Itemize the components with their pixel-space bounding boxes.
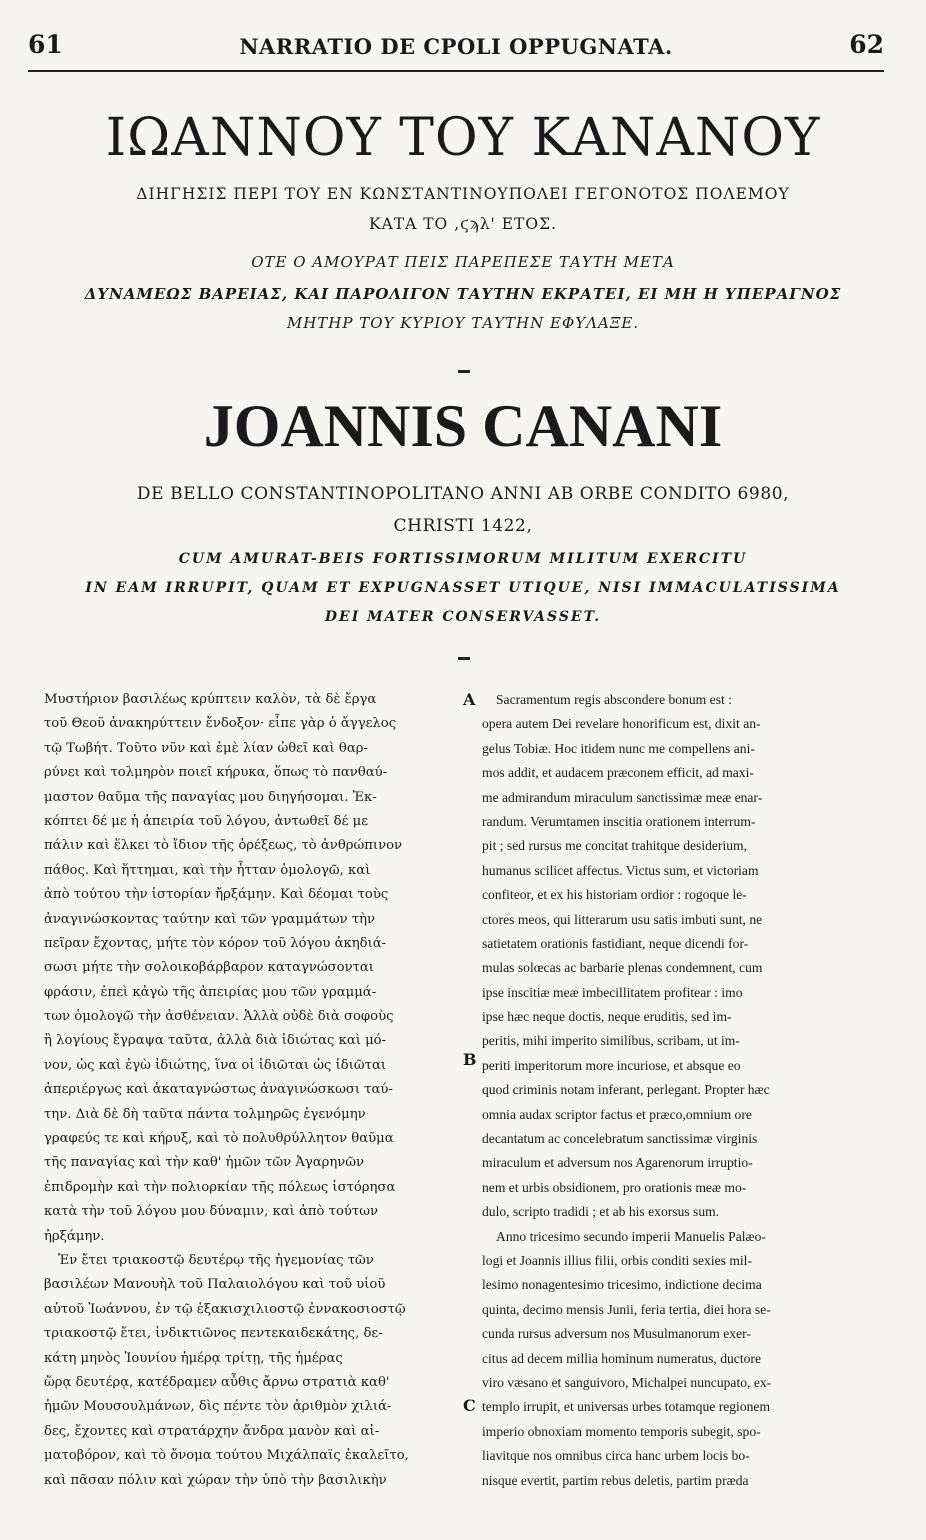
text-line: Ἐν ἔτει τριακοστῷ δευτέρῳ τῆς ἡγεμονίας τῶν xyxy=(58,1252,374,1268)
text-line: viro væsano et sanguivoro, Michalpei nuncupato, ex- xyxy=(482,1374,772,1390)
text-line: τριακοστῷ ἔτει, ἰνδικτιῶνος πεντεκαιδεκάτης, δε- xyxy=(44,1326,383,1342)
text-line: logi et Joannis illius filii, orbis conditi sexies mil- xyxy=(482,1252,752,1268)
text-line: νον, ὡς καὶ ἐγὼ ἰδιώτης, ἵνα οἱ ἰδιῶται ὡς ἰδιῶται xyxy=(44,1057,387,1073)
text-line: Sacramentum regis abscondere bonum est : xyxy=(496,692,732,707)
greek-text-column xyxy=(44,688,458,1493)
text-line: δες, ἔχοντες καὶ στρατάρχην ἄνδρα μανὸν καὶ αἱ- xyxy=(44,1423,380,1439)
greek-subtitle-5: ΜΗΤΗΡ ΤΟΥ ΚΥΡΙΟΥ ΤΑΥΤΗΝ ΕΦΥΛΑΞΕ. xyxy=(286,314,640,332)
margin-marker-a: A xyxy=(463,690,476,709)
text-line: randum. Verumtamen inscitia orationem interrum- xyxy=(482,813,756,829)
margin-marker-b: B xyxy=(463,1050,477,1069)
text-line: peritis, mihi imperito similibus, scribam, ut im- xyxy=(482,1033,740,1049)
text-line: πεῖραν ἔχοντας, μήτε τὸν κόρον τοῦ λόγου ἀκηδιά- xyxy=(44,935,387,951)
text-line: φράσιν, ἐπεὶ κἀγὼ τῆς ἀπειρίας μου τῶν γραμμά- xyxy=(44,984,377,1000)
page-number-right: 62 xyxy=(849,30,884,59)
text-line: me admirandum miraculum sanctissimæ meæ enar- xyxy=(482,789,763,805)
text-line: την. Διὰ δὲ δὴ ταῦτα πάντα τολμηρῶς ἐγενόμην xyxy=(44,1106,366,1122)
margin-marker-c: C xyxy=(463,1396,476,1415)
text-line: ἠρξάμην. xyxy=(44,1228,105,1244)
text-line: confiteor, et ex his historiam ordior : rogoque le- xyxy=(482,887,747,903)
text-line: ἐπιδρομὴν καὶ τὴν πολιορκίαν τῆς πόλεως ἱστόρησα xyxy=(44,1179,396,1195)
text-line: templo irrupit, et universas urbes totamque regionem xyxy=(482,1399,771,1415)
text-line: citus ad decem millia hominum numeratus, ductore xyxy=(482,1350,761,1366)
text-line: κάτη μηνὸς Ἰουνίου ἡμέρᾳ τρίτῃ, τῆς ἡμέρας xyxy=(44,1350,343,1366)
text-line: ipse hæc neque doctis, neque eruditis, sed im- xyxy=(482,1009,732,1025)
text-line: imperio obnoxiam momento temporis subegit, spo- xyxy=(482,1423,761,1439)
text-line: ματοβόρον, καὶ τὸ ὄνομα τούτου Μιχάλπαϊς ἐκαλεῖτο, xyxy=(44,1448,409,1464)
greek-title: ΙΩΑΝΝΟΥ ΤΟΥ ΚΑΝΑΝΟΥ xyxy=(105,108,821,168)
text-line: mos addit, et audacem præconem efficit, ad maxi- xyxy=(482,765,754,781)
latin-subtitle-4: IN EAM IRRUPIT, QUAM ET EXPUGNASSET UTIQUE, NISI IMMACULATISSIMA xyxy=(85,580,841,596)
page-header xyxy=(28,30,884,66)
text-line: ἡμῶν Μουσουλμάνων, δὶς πέντε τὸν ἀριθμὸν χιλιά- xyxy=(44,1399,392,1415)
text-line: Anno tricesimo secundo imperii Manuelis Palæo- xyxy=(496,1228,766,1244)
text-line: τῆς παναγίας καὶ τὴν καθ' ἡμῶν τῶν Ἀγαρηνῶν xyxy=(44,1155,365,1171)
greek-subtitle-3: ΟΤΕ Ο ΑΜΟΥΡΑΤ ΠΕΙΣ ΠΑΡΕΠΕΣΕ ΤΑΥΤΗ ΜΕΤΑ xyxy=(251,253,675,271)
text-line: κόπτει δέ με ἡ ἀπειρία τοῦ λόγου, ἀντωθεῖ δέ με xyxy=(44,813,369,829)
latin-text-column xyxy=(482,688,902,1493)
text-line: Μυστήριον βασιλέως κρύπτειν καλὸν, τὰ δὲ ἔργα xyxy=(44,692,377,707)
section-divider xyxy=(458,657,470,660)
greek-subtitle-2: ΚΑΤΑ ΤΟ ,ϛϡλ' ΕΤΟΣ. xyxy=(368,215,557,233)
text-line: liavitque nos omnibus circa hanc urbem locis bo- xyxy=(482,1448,750,1464)
text-line: αὐτοῦ Ἰωάννου, ἐν τῷ ἑξακισχιλιοστῷ ἐννακοσιοστῷ xyxy=(44,1301,406,1317)
running-title: NARRATIO DE CPOLI OPPUGNATA. xyxy=(239,34,673,59)
text-line: satietatem orationis fastidiant, neque dicendi for- xyxy=(482,935,749,951)
text-line: quod criminis notam inferant, perlegant. Propter hæc xyxy=(482,1082,770,1098)
text-line: ἀπεριέργως καὶ ἀκαταγνώστως ἀναγινώσκωσι ταύ- xyxy=(44,1082,393,1098)
greek-subtitle-4: ΔΥΝΑΜΕΩΣ ΒΑΡΕΙΑΣ, ΚΑΙ ΠΑΡΟΛΙΓΟΝ ΤΑΥΤΗΝ ΕΚΡΑΤΕΙ, ΕΙ ΜΗ Η ΥΠΕΡΑΓΝΟΣ xyxy=(84,285,842,303)
latin-title: JOANNIS CANANI xyxy=(203,393,723,459)
text-line: cunda rursus adversum nos Musulmanorum exer- xyxy=(482,1326,751,1342)
text-line: ἢ λογίους ἔγραψα ταῦτα, ἀλλὰ διὰ ἰδιώτας καὶ μό- xyxy=(44,1033,387,1049)
header-rule xyxy=(28,70,884,72)
text-line: humanus scilicet affectus. Victus sum, et victoriam xyxy=(482,862,759,878)
text-line: καὶ πᾶσαν πόλιν καὶ χώραν τὴν ὑπὸ τὴν βασιλικὴν xyxy=(44,1472,387,1488)
text-line: ipse inscitiæ meæ imbecillitatem profitear : imo xyxy=(482,984,743,1000)
text-line: πάθος. Καὶ ἥττημαι, καὶ τὴν ἧτταν ὁμολογῶ, καὶ xyxy=(44,862,371,878)
greek-subtitle-1: ΔΙΗΓΗΣΙΣ ΠΕΡΙ ΤΟΥ ΕΝ ΚΩΝΣΤΑΝΤΙΝΟΥΠΟΛΕΙ ΓΕΓΟΝΟΤΟΣ ΠΟΛΕΜΟΥ xyxy=(136,185,790,203)
text-line: opera autem Dei revelare honorificum est, dixit an- xyxy=(482,716,761,732)
text-line: pit ; sed rursus me concitat trahitque desiderium, xyxy=(482,838,748,854)
text-line: τοῦ Θεοῦ ἀνακηρύττειν ἔνδοξον· εἶπε γὰρ ὁ ἄγγελος xyxy=(44,716,397,732)
text-line: μαστον θαῦμα τῆς παναγίας μου διηγήσομαι. Ἐκ- xyxy=(44,789,377,805)
text-line: periti imperitorum more incuriose, et absque eo xyxy=(482,1057,741,1073)
text-line: lesimo nonagentesimo tricesimo, indictione decima xyxy=(482,1277,762,1293)
text-line: ὥρᾳ δευτέρᾳ, κατέδραμεν αὖθις ἄρνω στρατιὰ καθ' xyxy=(44,1374,390,1390)
text-line: nem et urbis obsidionem, pro orationis meæ mo- xyxy=(482,1179,747,1195)
text-line: πάλιν καὶ ἕλκει τὸ ἴδιον τῆς ὀρέξεως, τὸ ἀνθρώπινον xyxy=(44,838,403,854)
text-line: decantatum ac concelebratum sanctissimæ virginis xyxy=(482,1131,758,1147)
text-line: γραφεύς τε καὶ κήρυξ, καὶ τὸ πολυθρύλλητον θαῦμα xyxy=(44,1131,394,1147)
text-line: quinta, decimo mensis Junii, feria tertia, diei hora se- xyxy=(482,1301,771,1317)
section-divider xyxy=(458,370,470,373)
text-line: mulas solœcas ac barbarie plenas condemnent, cum xyxy=(482,960,763,976)
text-line: κατὰ τὴν τοῦ λόγου μου δύναμιν, καὶ ἀπὸ τούτων xyxy=(44,1204,378,1220)
latin-subtitle-3: CUM AMURAT-BEIS FORTISSIMORUM MILITUM EXERCITU xyxy=(178,551,748,567)
text-line: ρύνει καὶ τολμηρὸν ποιεῖ κήρυκα, ὅπως τὸ πανθαύ- xyxy=(44,765,388,781)
latin-subtitle-2: CHRISTI 1422, xyxy=(393,516,533,536)
latin-subtitle-5: DEI MATER CONSERVASSET. xyxy=(324,609,602,625)
text-line: ἀπὸ τούτου τὴν ἱστορίαν ἤρξάμην. Καὶ δέομαι τοὺς xyxy=(44,887,389,903)
text-line: omnia audax scriptor factus et præco,omnium ore xyxy=(482,1106,752,1122)
text-line: nisque evertit, partim rebus deletis, partim præda xyxy=(482,1472,749,1488)
text-line: ἀναγινώσκοντας ταύτην καὶ τῶν γραμμάτων τὴν xyxy=(44,911,376,927)
text-line: miraculum et adversum nos Agarenorum irruptio- xyxy=(482,1155,753,1171)
text-line: ctores meos, qui litterarum usu satis imbuti sunt, ne xyxy=(482,911,763,927)
text-line: dulo, scripto tradidi ; et ab his exorsus sum. xyxy=(482,1204,720,1220)
text-line: σωσι μήτε τὴν σολοικοβάρβαρον καταγνώσονται xyxy=(44,960,374,976)
text-line: των ὁμολογῶ τὴν ἀσθένειαν. Ἀλλὰ οὐδὲ διὰ σοφοὺς xyxy=(44,1009,394,1025)
text-line: gelus Tobiæ. Hoc itidem nunc me compellens ani- xyxy=(482,740,755,756)
text-line: τῷ Τωβήτ. Τοῦτο νῦν καὶ ἐμὲ λίαν ὠθεῖ καὶ θαρ- xyxy=(44,740,368,756)
page-number-left: 61 xyxy=(28,30,63,59)
latin-subtitle-1: DE BELLO CONSTANTINOPOLITANO ANNI AB ORBE CONDITO 6980, xyxy=(136,484,790,504)
text-line: βασιλέων Μανουὴλ τοῦ Παλαιολόγου καὶ τοῦ υἱοῦ xyxy=(44,1277,386,1293)
